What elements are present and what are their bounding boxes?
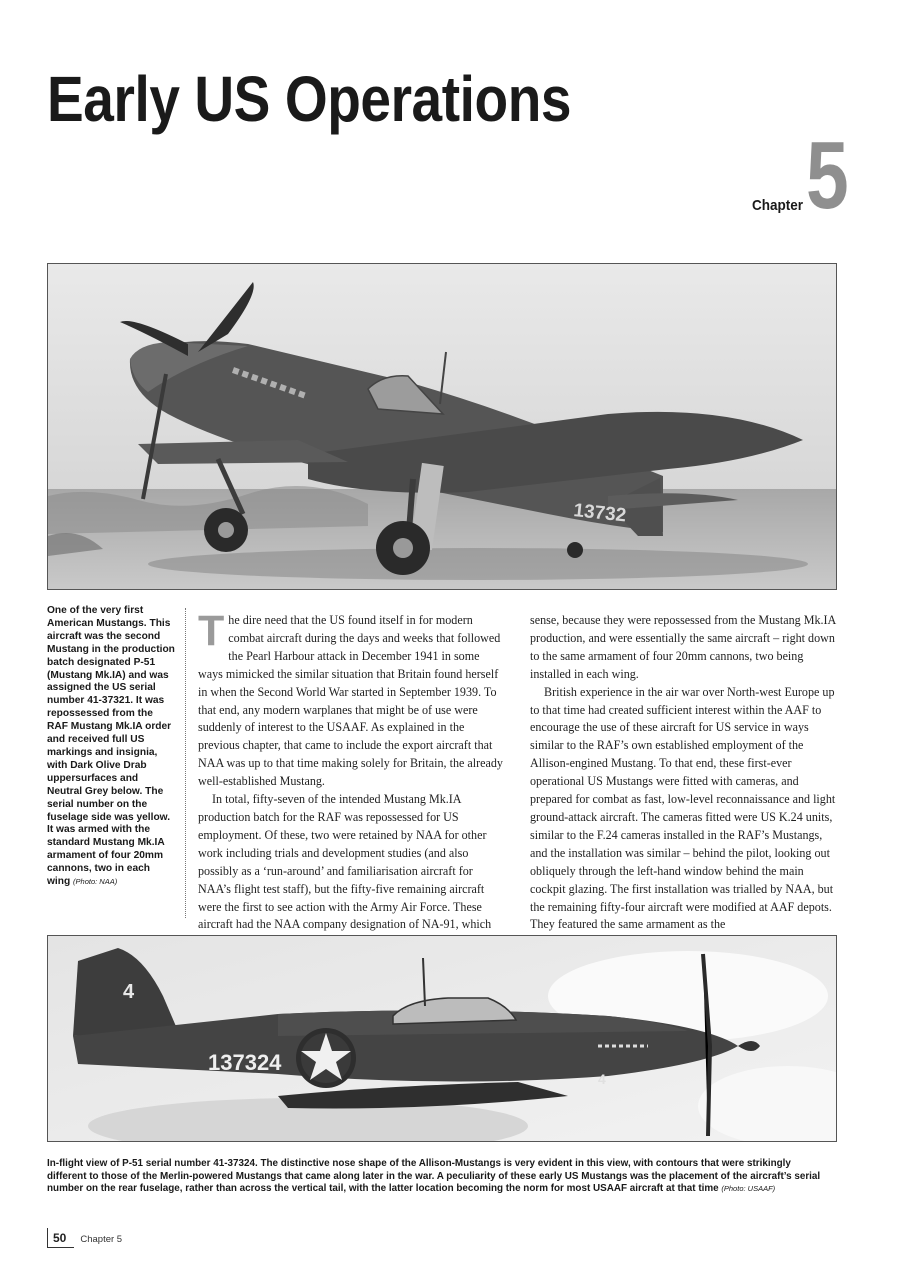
photo-mustang-ground [47, 263, 837, 590]
chapter-label: Chapter [752, 197, 804, 214]
fuselage-serial: 13732 [572, 500, 628, 527]
paragraph: British experience in the air war over North-west Europe up to that time had created sufficient interest within the AAF to encourage the use of these aircraft for US service in ways similar to the RAF’s own established employment of the Allison-engined Mustang. To that end, these first-ever operational US Mustangs were fitted with cameras, and prepared for combat as fast, low-level reconnaissance and light ground-attack aircraft. The cameras fitted were US K.24 units, similar to the F.24 cameras installed in the RAF’s Mustangs, and the installation was similar – behind the pilot, looking out obliquely through the left-hand window behind the main cockpit glazing. The first installation was trialled by NAA, but the remaining fifty-four aircraft were modified at AAF depots. They featured the same armament as the [530, 684, 836, 932]
fuselage-serial: 137324 [208, 1050, 282, 1075]
dropcap: T [198, 607, 225, 655]
body-column-2 [530, 612, 838, 934]
caption-credit: (Photo: NAA) [73, 877, 118, 887]
photo-caption-bottom [47, 1158, 827, 1196]
caption-credit: (Photo: USAAF) [721, 1184, 776, 1194]
body-column-1 [198, 607, 506, 970]
page-number: 50 [53, 1231, 67, 1245]
paragraph: In total, fifty-seven of the intended Mustang Mk.IA production batch for the RAF was repossessed for US employment. Of these, two were retained by NAA for other work including trials and development studies (and also possibly as a ‘run-around’ and familiarisation aircraft for NAA’s flight test staff), but the fifty-five remaining aircraft were the first to see action with the Army Air Force. These aircraft had the NAA company designation of NA-91, which [198, 792, 492, 932]
paragraph: he dire need that the US found itself in for modern combat aircraft during the days and weeks that followed the Pearl Harbour attack in December 1941 in some ways mimicked the similar situation that Britain found herself in when the Second World War started in September 1939. To that end, any modern warplanes that might be of use were suddenly of interest to the USAAF. As explained in the previous chapter, that came to include the export aircraft that NAA was up to that time making solely for Britain, the already well-established Mustang. [198, 613, 503, 789]
chapter-number: 5 [806, 122, 849, 229]
page-title: Early US Operations [47, 63, 572, 135]
caption-text: In-flight view of P-51 serial number 41-37324. The distinctive nose shape of the Allison-Mustangs is very evident in this view, with contours that were strikingly different to those of the Merlin-powered Mustangs that came along later in the war. A peculiarity of these early US Mustangs was the placement of the aircraft’s serial number on the rear fuselage, rather than across the vertical tail, with the latter location becoming the norm for most USAAF aircraft at that time [47, 1158, 821, 1195]
page-footer [47, 1228, 122, 1248]
caption-text: One of the very first American Mustangs. This aircraft was the second Mustang in the production batch designated P-51 (Mustang Mk.IA) and was assigned the US serial number 41-37321. It was repossessed from the RAF Mustang Mk.IA order and received full US markings and insignia, with Dark Olive Drab uppersurfaces and Neutral Grey below. The serial number on the fuselage side was yellow. It was armed with the standard Mustang Mk.IA armament of four 20mm cannons, two in each wing [47, 605, 175, 888]
nose-number: 4 [598, 1071, 606, 1087]
tail-number: 4 [123, 981, 135, 1003]
column-rule [185, 608, 186, 918]
paragraph: sense, because they were repossessed from the Mustang Mk.IA production, and were essentially the same aircraft – right down to the same armament of four 20mm cannons, two being installed in each wing. [530, 613, 836, 681]
footer-rule [47, 1247, 74, 1248]
footer-chapter: Chapter 5 [80, 1234, 123, 1245]
photo-caption-top [47, 605, 175, 889]
photo-mustang-flight [47, 935, 837, 1142]
